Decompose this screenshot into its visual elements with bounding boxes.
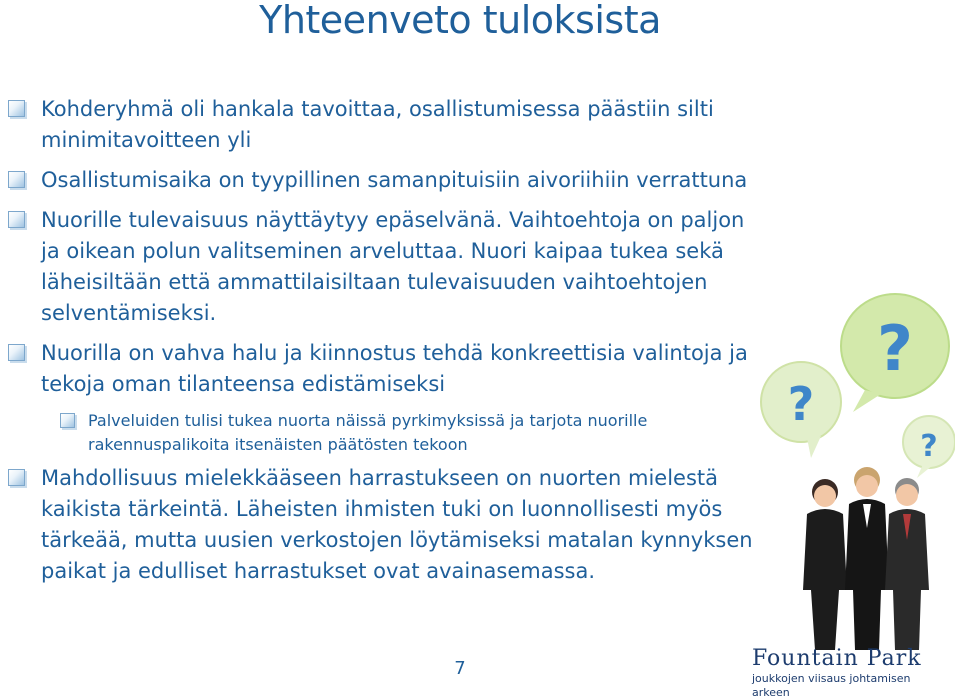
bullet-item xyxy=(8,338,768,400)
logo-name: Fountain Park xyxy=(752,646,922,671)
fountain-park-logo xyxy=(752,646,942,700)
page-number: 7 xyxy=(454,658,466,679)
slide-title: Yhteenveto tuloksista xyxy=(259,0,661,42)
bullet-text: Osallistumisaika on tyypillinen samanpituisiin aivoriihiin verrattuna xyxy=(41,168,748,192)
question-mark: ? xyxy=(920,429,938,464)
checkbox-bullet-icon xyxy=(8,171,25,188)
bullet-item xyxy=(8,94,768,156)
sub-bullet-text: Palveluiden tulisi tukea nuorta näissä pyrkimyksissä ja tarjota nuorille rakennuspalikoita itsenäisten päätösten tekoon xyxy=(88,411,648,454)
person-man-right xyxy=(885,478,929,650)
bullet-text: Mahdollisuus mielekkääseen harrastukseen on nuorten mielestä kaikista tärkeintä. Läheisten ihmisten tuki on luonnollisesti myös tärkeää, mutta uusien verkostojen löytämiseksi matalan kynnyksen paikat ja edulliset harrastukset ovat avainasemassa. xyxy=(41,466,753,583)
people-with-question-bubbles-icon xyxy=(755,290,955,650)
checkbox-bullet-icon xyxy=(60,413,75,428)
bullet-item xyxy=(8,205,768,329)
question-bubble-medium xyxy=(761,362,841,458)
checkbox-bullet-icon xyxy=(8,211,25,228)
sub-bullet-item xyxy=(52,409,768,457)
checkbox-bullet-icon xyxy=(8,344,25,361)
bullet-text: Kohderyhmä oli hankala tavoittaa, osallistumisessa päästiin silti minimitavoitteen yli xyxy=(41,97,714,152)
bullet-text: Nuorilla on vahva halu ja kiinnostus tehdä konkreettisia valintoja ja tekoja oman tilanteensa edistämiseksi xyxy=(41,341,748,396)
person-woman-left xyxy=(803,479,847,650)
bullet-item xyxy=(8,165,768,196)
bullet-item xyxy=(8,463,768,587)
logo-tagline: joukkojen viisaus johtamisen arkeen xyxy=(752,672,911,699)
checkbox-bullet-icon xyxy=(8,469,25,486)
bullet-list xyxy=(8,94,768,596)
question-bubble-small xyxy=(903,416,955,478)
bullet-text: Nuorille tulevaisuus näyttäytyy epäselvänä. Vaihtoehtoja on paljon ja oikean polun valitseminen arveluttaa. Nuori kaipaa tukea sekä läheisiltään että ammattilaisiltaan tulevaisuuden vaihtoehtojen selventämiseksi. xyxy=(41,208,745,325)
question-bubble-large xyxy=(841,294,949,412)
question-mark: ? xyxy=(877,312,913,385)
checkbox-bullet-icon xyxy=(8,100,25,117)
question-mark: ? xyxy=(787,377,815,431)
person-man-center xyxy=(845,467,889,650)
